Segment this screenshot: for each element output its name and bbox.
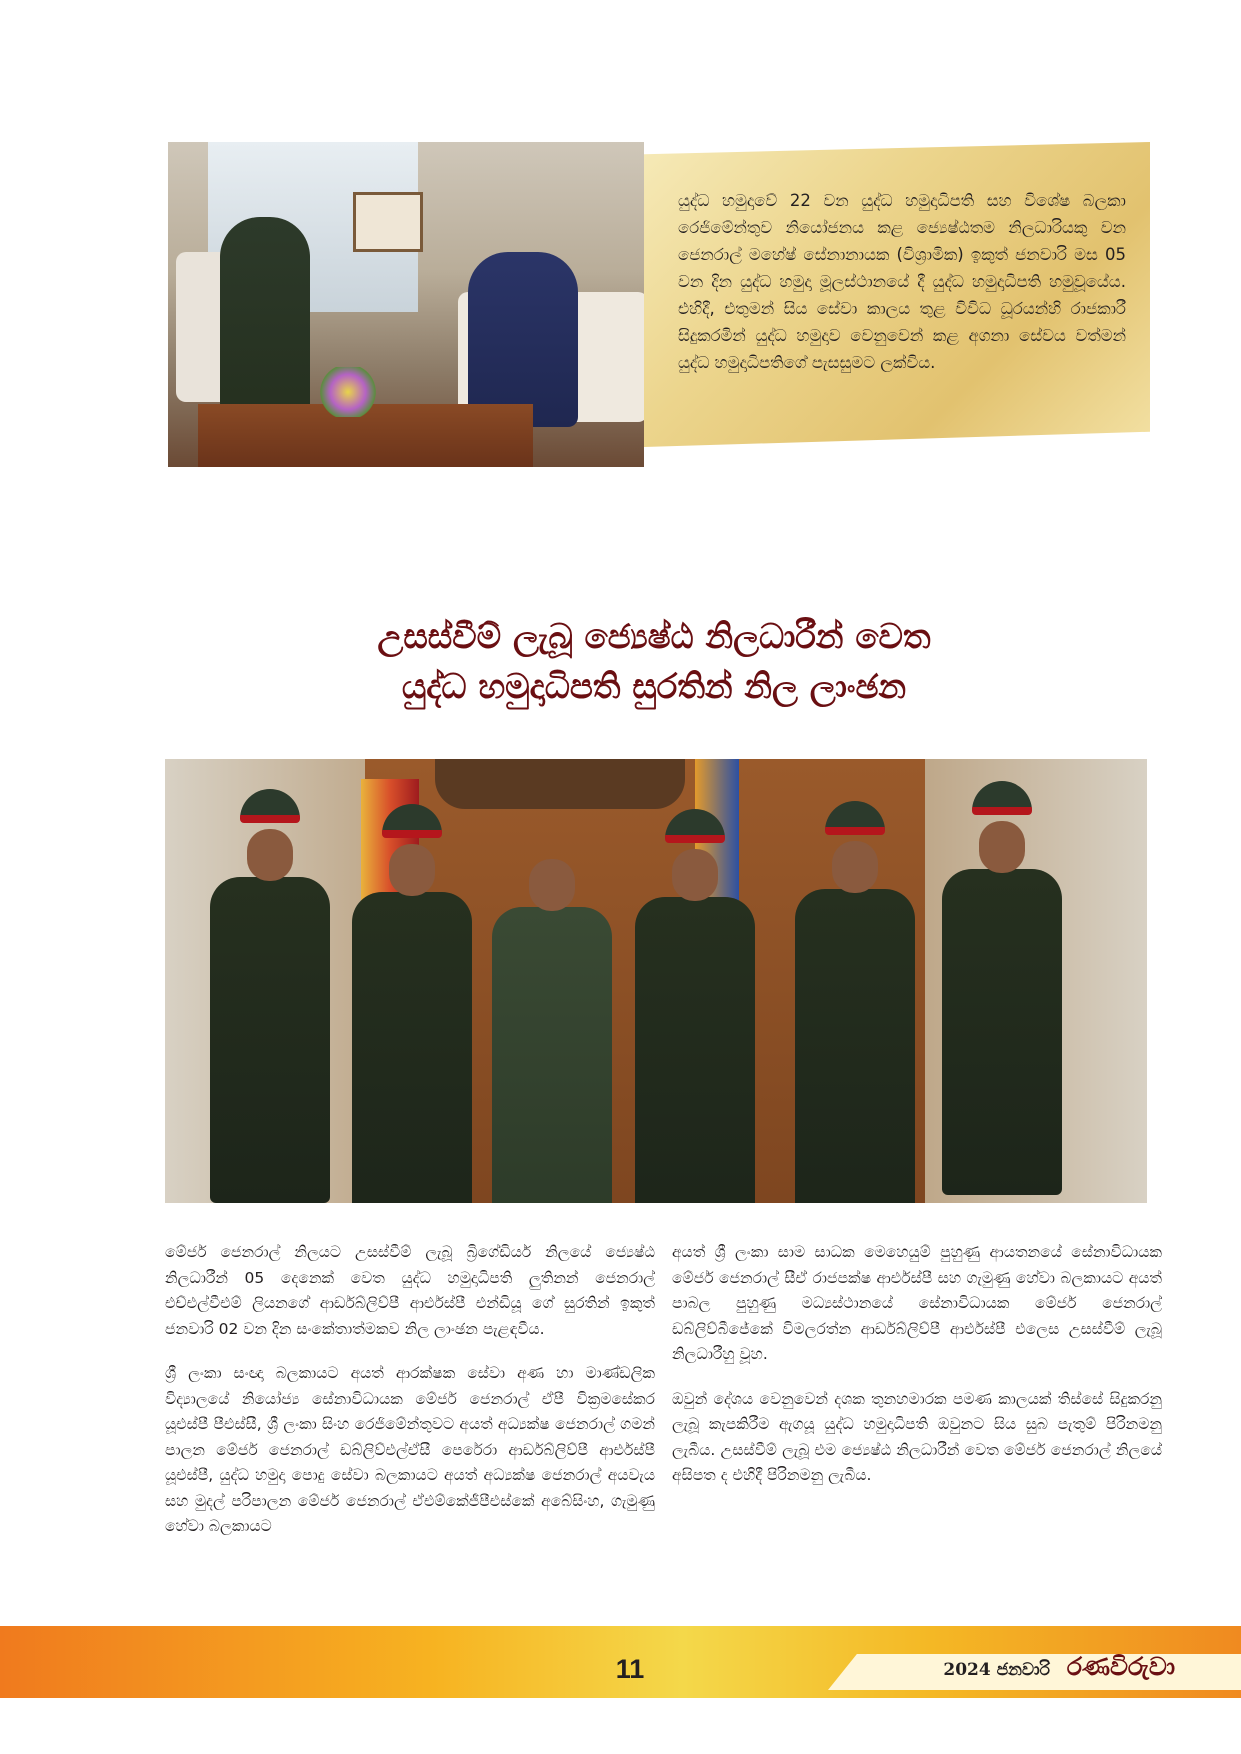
- paragraph: ඔවුන් දේශය වෙනුවෙන් දශක තුනහමාරක පමණ කාලයක් තිස්සේ සිදුකරනු ලැබූ කැපකිරීම ඇගයූ යුද්ධ හමුදාධිපති ඔවුනට සිය සුබ පැතුම් පිරිනමනු ලැබීය. උසස්වීම් ලැබූ එම ජ්‍යෙෂ්ඨ නිලධාරීන් වෙත මේජර් ජෙනරාල් නිලයේ අසිපත ද එහිදී පිරිනමනු ලැබීය.: [672, 1389, 1162, 1484]
- top-photo-caption: යුද්ධ හමුදාවේ 22 වන යුද්ධ හමුදාධිපති සහ විශේෂ බලකා රෙජිමේන්තුව නියෝජනය කළ ජ්‍යෙෂ්ඨතම නිලධාරියකු වන ජෙනරාල් මහේෂ් සේනානායක (විශ්‍රාමික) ඉකුත් ජනවාරි මස 05 වන දින යුද්ධ හමුදා මූලස්ථානයේ දී යුද්ධ හමුදාධිපති හමුවූයේය. එහිදී, එතුමන් සිය සේවා කාලය තුළ විවිධ ධූරයන්හි රාජකාරී සිදුකරමින් යුද්ධ හමුදාව වෙනුවෙන් කළ අගනා සේවය වත්මන් යුද්ධ හමුදාධිපතිගේ පැසසුමට ලක්විය.: [678, 191, 1126, 372]
- paragraph: ශ්‍රී ලංකා සංඥා බලකායට අයත් ආරක්ෂක සේවා අණ හා මාණ්ඩලික විද්‍යාලයේ නියෝජ්‍ය සේනාවිධායක මේජර් ජෙනරාල් ඒපී වික්‍රමසේකර යූඑස්පී පීඑස්සී, ශ්‍රී ලංකා සිංහ රෙජිමේන්තුවට අයත් අධ්‍යක්ෂ ජෙනරාල් ගමන් පාලන මේජර් ජෙනරාල් ඩබ්ලිව්එල්ඒසී පෙරේරා ආර්ඩබ්ලිව්පී ආර්එස්පී යූඑස්පී, යුද්ධ හමුදා පොදු සේවා බලකායට අයත් අධ්‍යක්ෂ ජෙනරාල් අයවැය සහ මුදල් පරිපාලන මේජර් ජෙනරාල් ඒඑම්කේජීපීඑස්කේ අබේසිංහ, ගැමුණු හේවා බලකායට: [165, 1364, 655, 1535]
- issue-date: 2024 ජනවාරි: [943, 1660, 1050, 1680]
- headline-line-1: උසස්වීම් ලැබූ ජ්‍යෙෂ්ඨ නිලධාරීන් වෙත: [377, 617, 931, 657]
- paragraph: මේජර් ජෙනරාල් නිලයට උසස්වීම් ලැබූ බ්‍රිගේඩියර් නිලයේ ජ්‍යෙෂ්ඨ නිලධාරීන් 05 දෙනෙක් වෙත යුද්ධ හමුදාධිපති ලුතිනන් ජෙනරාල් එච්එල්වීඑම් ලියනගේ ආර්ඩබ්ලිව්පී ආර්එස්පී එන්ඩියූ ගේ සුරතින් ඉකුත් ජනවාරි 02 වන දින සංකේතාත්මකව නිල ලාංඡන පැළඳවීය.: [165, 1243, 655, 1338]
- top-photo-meeting: [168, 142, 644, 467]
- paragraph: අයත් ශ්‍රී ලංකා සාම සාධක මෙහෙයුම් පුහුණු ආයතනයේ සේනාවිධායක මේජර් ජෙනරාල් සීඒ රාජපක්ෂ ආර්එස්පී සහ ගැමුණු හේවා බලකායට අයත් පාබල පුහුණු මධ්‍යස්ථානයේ සේනාවිධායක මේජර් ජෙනරාල් ඩබ්ලිව්බීජේකේ විමලරත්න ආර්ඩබ්ලිව්පී ආර්එස්පී එලෙස උසස්වීම් ලැබූ නිලධාරීහු වූහ.: [672, 1243, 1162, 1363]
- page-number: 11: [615, 1654, 645, 1684]
- headline-line-2: යුද්ධ හමුදාධිපති සුරතින් නිල ලාංඡන: [401, 667, 907, 707]
- article-headline: [168, 612, 1140, 712]
- article-column-right: [672, 1240, 1162, 1508]
- article-column-left: [165, 1240, 655, 1559]
- magazine-logo: රණවිරුවා: [1066, 1652, 1176, 1681]
- group-photo-officers: [165, 759, 1147, 1203]
